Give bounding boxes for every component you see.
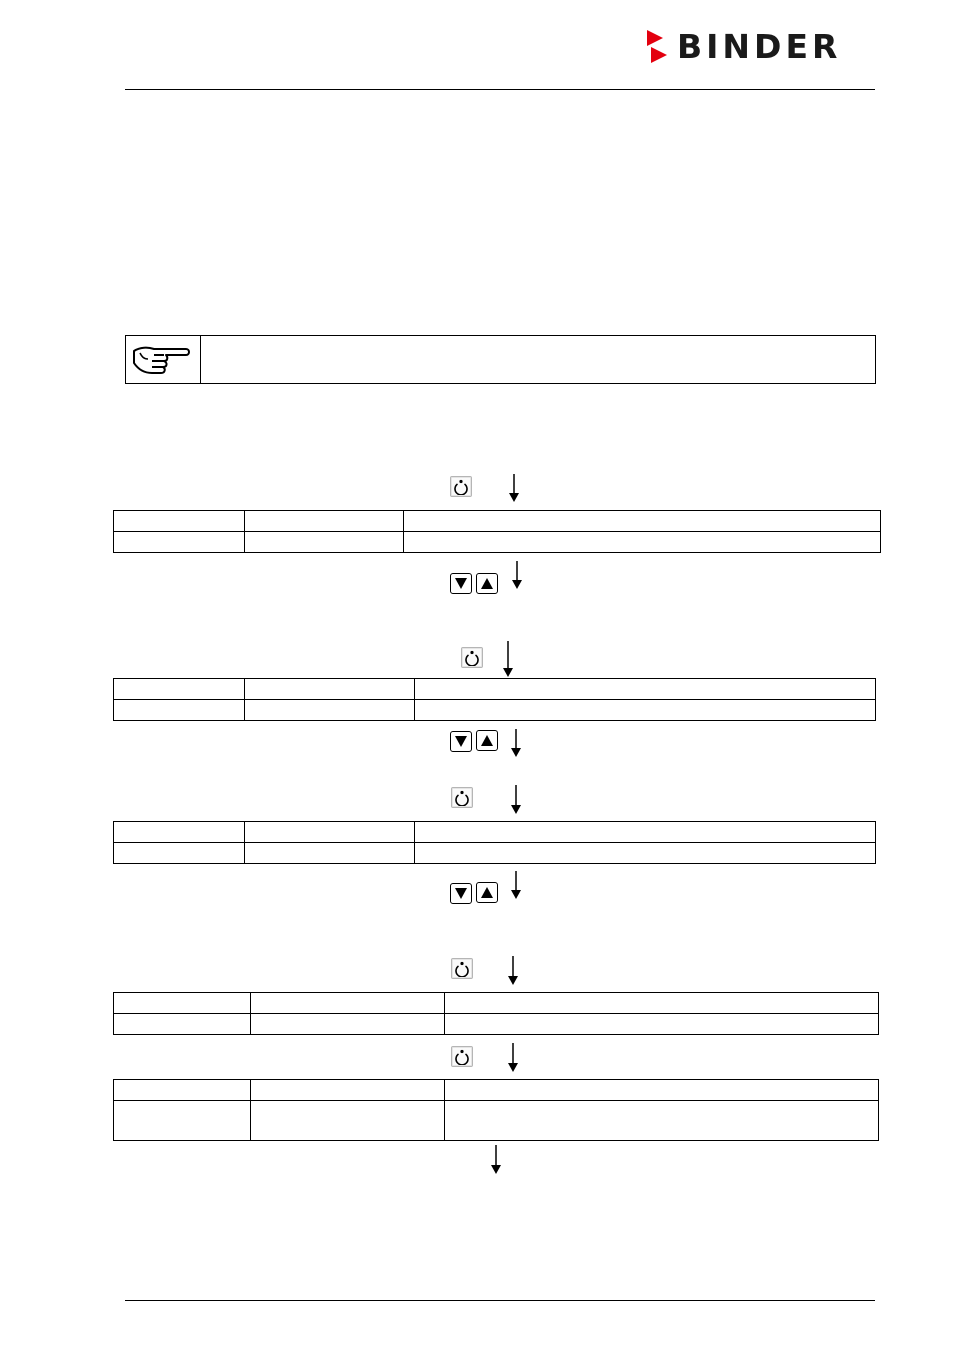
table-cell <box>415 700 876 721</box>
table-cell <box>445 1101 879 1141</box>
table-cell <box>415 843 876 864</box>
note-icon-cell <box>126 336 201 383</box>
table-cell <box>245 679 415 700</box>
table-cell <box>114 700 245 721</box>
table-cell <box>245 532 404 553</box>
table-cell <box>245 700 415 721</box>
parameter-table-2 <box>113 678 876 721</box>
arrow-down-icon <box>510 729 522 757</box>
table-cell <box>114 532 245 553</box>
table-cell <box>245 511 404 532</box>
parameter-table-5 <box>113 1079 879 1141</box>
brand-name: BINDER <box>677 27 842 66</box>
reset-key-icon[interactable] <box>451 787 473 808</box>
arrow-down-icon <box>507 956 519 985</box>
up-key-icon[interactable] <box>476 573 498 594</box>
table-cell <box>114 1101 251 1141</box>
down-key-icon[interactable] <box>450 573 472 594</box>
arrow-down-icon <box>510 785 522 814</box>
table-cell <box>114 511 245 532</box>
table-cell <box>251 993 445 1014</box>
table-cell <box>445 1014 879 1035</box>
table-cell <box>245 822 415 843</box>
note-box <box>125 335 876 384</box>
arrow-down-icon <box>490 1145 502 1174</box>
table-cell <box>251 1014 445 1035</box>
parameter-table-4 <box>113 992 879 1035</box>
table-cell <box>114 679 245 700</box>
arrow-down-icon <box>511 561 523 589</box>
table-cell <box>114 993 251 1014</box>
table-cell <box>114 1014 251 1035</box>
binder-logo <box>645 27 877 66</box>
down-key-icon[interactable] <box>450 883 472 904</box>
table-cell <box>404 532 881 553</box>
reset-key-icon[interactable] <box>451 1046 473 1067</box>
table-cell <box>251 1080 445 1101</box>
pointing-hand-icon <box>130 339 194 381</box>
arrow-down-icon <box>502 641 514 677</box>
header-rule <box>125 89 875 90</box>
up-key-icon[interactable] <box>476 730 498 751</box>
table-cell <box>415 679 876 700</box>
table-cell <box>114 843 245 864</box>
arrow-down-icon <box>507 1043 519 1072</box>
table-cell <box>251 1101 445 1141</box>
down-key-icon[interactable] <box>450 731 472 752</box>
table-cell <box>114 822 245 843</box>
parameter-table-3 <box>113 821 876 864</box>
table-cell <box>404 511 881 532</box>
footer-rule <box>125 1300 875 1301</box>
reset-key-icon[interactable] <box>450 476 472 497</box>
binder-logo-mark-icon <box>645 30 673 64</box>
table-cell <box>245 843 415 864</box>
table-cell <box>445 1080 879 1101</box>
parameter-table-1 <box>113 510 881 553</box>
up-key-icon[interactable] <box>476 882 498 903</box>
arrow-down-icon <box>510 871 522 899</box>
arrow-down-icon <box>508 474 520 502</box>
reset-key-icon[interactable] <box>461 647 483 668</box>
reset-key-icon[interactable] <box>451 958 473 979</box>
table-cell <box>445 993 879 1014</box>
table-cell <box>415 822 876 843</box>
table-cell <box>114 1080 251 1101</box>
